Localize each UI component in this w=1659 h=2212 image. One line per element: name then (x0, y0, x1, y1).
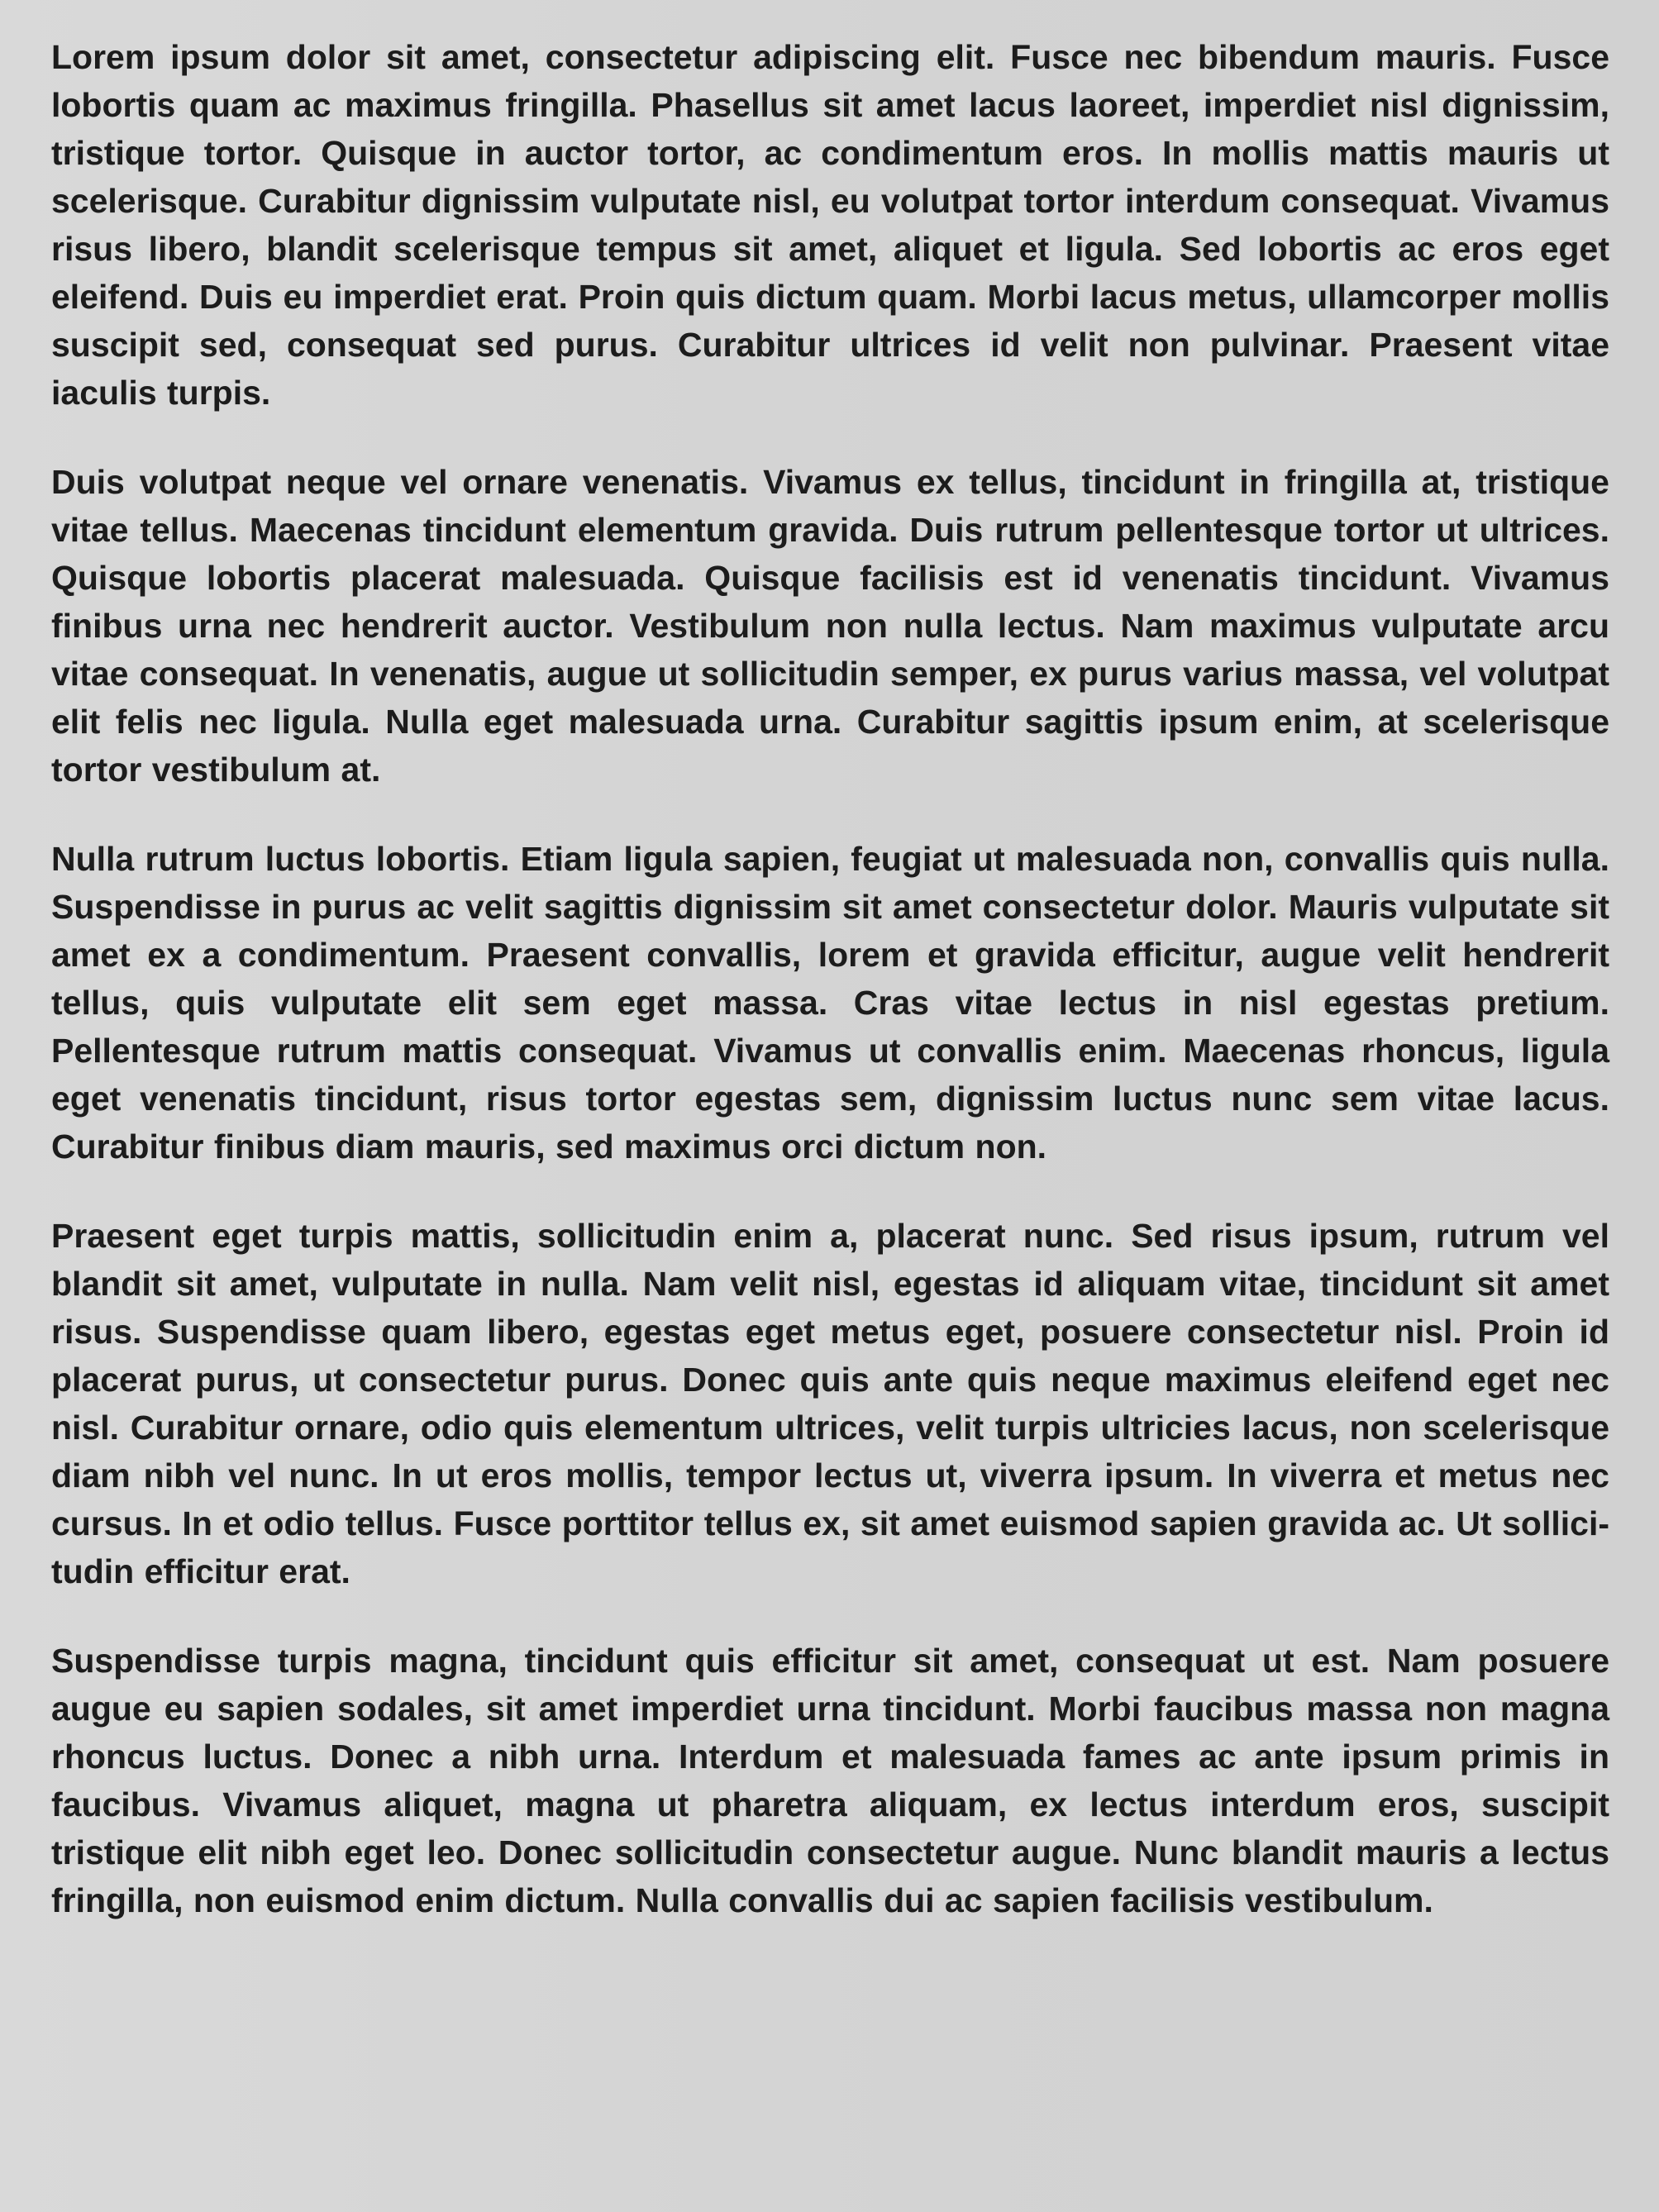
paragraph-3: Nulla rutrum luctus lobortis. Etiam ligula sapien, feugiat ut malesuada non, convallis quis nulla. Suspendisse in purus ac velit sagittis dignissim sit amet consectetur dolor. Mauris vulputate sit amet ex a condimentum. Praesent convallis, lorem et gravida efficitur, augue velit hendrerit tellus, quis vulputate elit sem eget massa. Cras vitae lectus in nisl egestas pretium. Pellentesque rutrum mattis consequat. Vivamus ut convallis enim. Maecenas rhoncus, ligula eget venenatis tincidunt, risus tortor egestas sem, dignissim luctus nunc sem vitae lacus. Curabitur finibus diam mauris, sed maximus orci dictum non. (51, 840, 1609, 1166)
paragraph-1: Lorem ipsum dolor sit amet, consectetur adipiscing elit. Fusce nec bibendum mauris. Fusce lobortis quam ac maximus fringilla. Phasellus sit amet lacus laoreet, imperdiet nisl dignissim, tristique tortor. Quisque in auctor tortor, ac condimentum eros. In mollis mattis mauris ut scelerisque. Curabitur dignissim vulputate nisl, eu volutpat tortor interdum consequat. Vivamus risus libero, blandit scelerisque tempus sit amet, aliquet et ligula. Sed lobortis ac eros eget eleifend. Duis eu imperdiet erat. Proin quis dictum quam. Morbi lacus metus, ullamcorper mollis suscipit sed, consequat sed purus. Curabitur ultrices id velit non pulvinar. Praesent vitae iaculis turpis. (51, 38, 1609, 412)
paragraph-2: Duis volutpat neque vel ornare venenatis. Vivamus ex tellus, tincidunt in fringilla at, tristique vitae tellus. Maecenas tincidunt elementum gravida. Duis rutrum pellentesque tortor ut ultrices. Quisque lobortis placerat malesuada. Quisque facilisis est id venenatis tincidunt. Vivamus finibus urna nec hendrerit auctor. Vestibulum non nulla lectus. Nam maximus vulputate arcu vitae consequat. In venenatis, augue ut sollicitudin semper, ex purus varius massa, vel volutpat elit felis nec ligula. Nulla eget malesuada urna. Curabitur sagittis ipsum enim, at scelerisque tortor vestibulum at. (51, 463, 1609, 789)
paragraph-4: Praesent eget turpis mattis, sollicitudin enim a, placerat nunc. Sed risus ipsum, rutrum vel blandit sit amet, vulputate in nulla. Nam velit nisl, egestas id aliquam vitae, tincidunt sit amet risus. Suspendisse quam libero, egestas eget metus eget, posuere consectetur nisl. Proin id placerat purus, ut consectetur purus. Donec quis ante quis neque maximus eleifend eget nec nisl. Curabitur ornare, odio quis elementum ultrices, velit turpis ultricies lacus, non scelerisque diam nibh vel nunc. In ut eros mollis, tempor lectus ut, viverra ipsum. In viverra et metus nec cursus. In et odio tellus. Fusce porttitor tellus ex, sit amet euismod sapien gravida ac. Ut sollicitudin efficitur erat. (51, 1217, 1609, 1590)
paragraph-5: Suspendisse turpis magna, tincidunt quis efficitur sit amet, consequat ut est. Nam posuere augue eu sapien sodales, sit amet imperdiet urna tincidunt. Morbi faucibus massa non magna rhoncus luctus. Donec a nibh urna. Interdum et malesuada fames ac ante ipsum primis in faucibus. Vivamus aliquet, magna ut pharetra aliquam, ex lectus interdum eros, suscipit tristique elit nibh eget leo. Donec sollicitudin consectetur augue. Nunc blandit mauris a lectus fringilla, non euismod enim dictum. Nulla convallis dui ac sapien facilisis vestibulum. (51, 1642, 1609, 1919)
